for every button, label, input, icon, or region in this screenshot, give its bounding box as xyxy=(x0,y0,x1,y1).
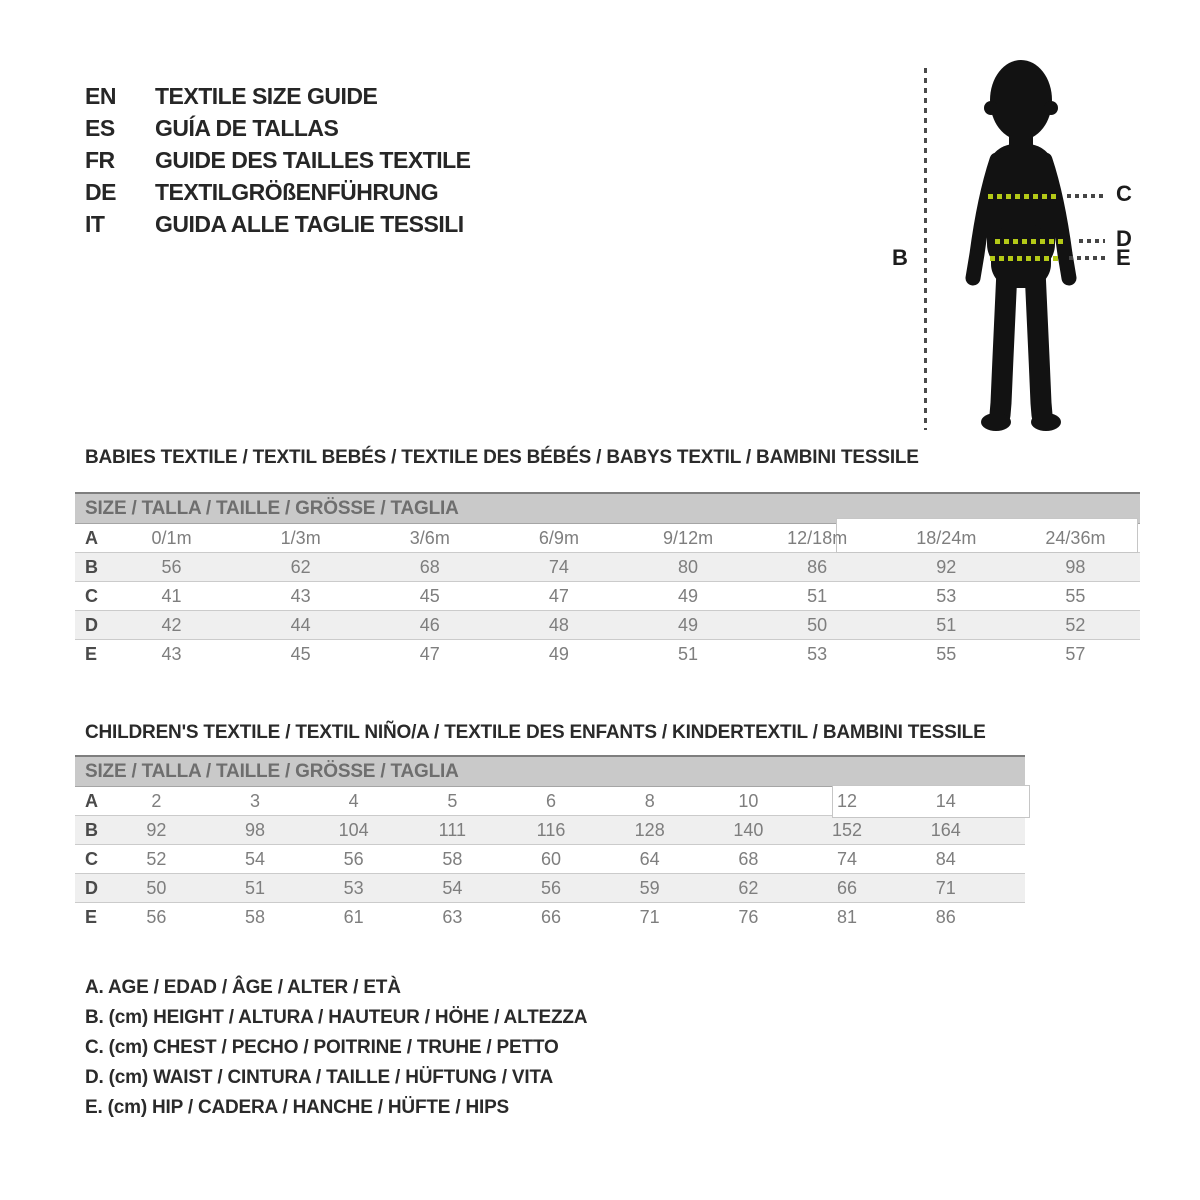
waist-measure-line xyxy=(995,239,1063,244)
chest-label: C xyxy=(1116,181,1132,206)
size-cell: 4 xyxy=(348,791,359,811)
size-cell: 63 xyxy=(442,907,463,927)
hip-measure-line xyxy=(990,256,1060,261)
size-row-B xyxy=(75,816,1025,845)
size-row-C xyxy=(75,582,1140,611)
size-cell: 12 xyxy=(837,791,858,811)
size-cell: 51 xyxy=(807,586,828,606)
lang-row-en xyxy=(85,80,471,112)
size-cell: 84 xyxy=(935,849,956,869)
size-cell: 58 xyxy=(244,907,266,927)
children-size-table xyxy=(75,755,1025,931)
size-cell: 56 xyxy=(541,878,562,898)
size-cell: 49 xyxy=(678,586,699,606)
size-cell: 50 xyxy=(807,615,828,635)
lang-row-de xyxy=(85,176,471,208)
size-cell: 14 xyxy=(935,791,956,811)
size-cell: 111 xyxy=(438,820,467,840)
height-measure-dashed-line xyxy=(924,68,927,430)
row-label: B xyxy=(85,820,98,840)
size-cell: 54 xyxy=(244,849,266,869)
size-header-band: SIZE / TALLA / TAILLE / GRÖSSE / TAGLIA xyxy=(75,494,1140,524)
size-cell: 2 xyxy=(151,791,162,811)
row-label: C xyxy=(85,586,98,606)
size-cell: 49 xyxy=(548,644,569,664)
chest-measure-line xyxy=(988,194,1056,199)
size-cell: 62 xyxy=(290,557,311,577)
size-row-E xyxy=(75,640,1140,668)
size-cell: 104 xyxy=(338,820,369,840)
size-cell: 43 xyxy=(290,586,311,606)
size-cell: 128 xyxy=(634,820,665,840)
legend-hip: E. (cm) HIP / CADERA / HANCHE / HÜFTE / HIPS xyxy=(85,1097,510,1118)
lang-title: GUÍA DE TALLAS xyxy=(155,114,339,141)
size-cell: 164 xyxy=(930,820,961,840)
size-cell: 8 xyxy=(644,791,655,811)
size-cell: 43 xyxy=(161,644,182,664)
size-cell: 68 xyxy=(738,849,759,869)
size-cell: 1/3m xyxy=(280,528,321,548)
row-label: E xyxy=(85,644,98,664)
size-cell: 52 xyxy=(1065,615,1086,635)
row-label: B xyxy=(85,557,98,577)
row-label: A xyxy=(85,791,98,811)
size-cell: 51 xyxy=(936,615,957,635)
size-cell: 0/1m xyxy=(151,528,192,548)
legend-height: B. (cm) HEIGHT / ALTURA / HAUTEUR / HÖHE / ALTEZZA xyxy=(85,1007,588,1028)
size-cell: 53 xyxy=(807,644,828,664)
size-cell: 92 xyxy=(146,820,167,840)
size-cell: 45 xyxy=(419,586,440,606)
lang-row-it xyxy=(85,208,471,240)
size-cell: 68 xyxy=(419,557,440,577)
size-cell: 56 xyxy=(343,849,364,869)
lang-title: TEXTILE SIZE GUIDE xyxy=(155,82,378,109)
language-title-list xyxy=(85,80,471,240)
size-cell: 55 xyxy=(1065,586,1086,606)
row-label: E xyxy=(85,907,98,927)
size-cell: 59 xyxy=(639,878,660,898)
babies-section-title: BABIES TEXTILE / TEXTIL BEBÉS / TEXTILE DES BÉBÉS / BABYS TEXTIL / BAMBINI TESSILE xyxy=(85,447,919,468)
row-label: A xyxy=(85,528,98,548)
size-header-band: SIZE / TALLA / TAILLE / GRÖSSE / TAGLIA xyxy=(75,757,1025,787)
size-cell: 53 xyxy=(343,878,364,898)
size-cell: 57 xyxy=(1065,644,1086,664)
size-cell: 74 xyxy=(837,849,858,869)
size-cell: 54 xyxy=(442,878,463,898)
size-cell: 56 xyxy=(146,907,167,927)
waist-leader-line xyxy=(1079,239,1105,243)
size-row-D xyxy=(75,874,1025,903)
size-cell: 53 xyxy=(936,586,957,606)
size-cell: 71 xyxy=(639,907,660,927)
lang-code: IT xyxy=(85,210,105,237)
lang-row-fr xyxy=(85,144,471,176)
size-cell: 18/24m xyxy=(916,528,977,548)
size-cell: 6 xyxy=(546,791,557,811)
size-cell: 98 xyxy=(244,820,266,840)
size-row-A xyxy=(75,787,1025,816)
size-cell: 52 xyxy=(146,849,167,869)
size-cell: 3 xyxy=(250,791,261,811)
legend-chest: C. (cm) CHEST / PECHO / POITRINE / TRUHE / PETTO xyxy=(85,1037,559,1058)
chest-leader-line xyxy=(1067,194,1105,198)
height-label: B xyxy=(892,245,908,270)
size-cell: 41 xyxy=(161,586,182,606)
child-silhouette xyxy=(945,58,1095,436)
legend-waist: D. (cm) WAIST / CINTURA / TAILLE / HÜFTUNG / VITA xyxy=(85,1067,553,1088)
lang-code: EN xyxy=(85,82,116,109)
row-label: D xyxy=(85,615,98,635)
size-cell: 10 xyxy=(738,791,759,811)
size-cell: 51 xyxy=(678,644,699,664)
size-cell: 61 xyxy=(343,907,364,927)
size-cell: 66 xyxy=(837,878,858,898)
size-cell: 5 xyxy=(447,791,458,811)
lang-code: FR xyxy=(85,146,115,173)
size-cell: 116 xyxy=(536,820,566,840)
size-cell: 98 xyxy=(1065,557,1086,577)
lang-code: DE xyxy=(85,178,116,205)
size-cell: 51 xyxy=(244,878,266,898)
hip-leader-line xyxy=(1069,256,1105,260)
size-cell: 12/18m xyxy=(787,528,848,548)
size-cell: 47 xyxy=(548,586,569,606)
size-cell: 45 xyxy=(290,644,311,664)
size-cell: 48 xyxy=(548,615,569,635)
size-cell: 49 xyxy=(678,615,699,635)
size-row-D xyxy=(75,611,1140,640)
size-cell: 24/36m xyxy=(1045,528,1106,548)
lang-code: ES xyxy=(85,114,115,141)
size-cell: 92 xyxy=(936,557,957,577)
size-cell: 55 xyxy=(936,644,957,664)
waist-label: D xyxy=(1116,226,1132,251)
hip-label: E xyxy=(1116,245,1131,270)
size-cell: 62 xyxy=(738,878,759,898)
size-cell: 9/12m xyxy=(663,528,714,548)
size-cell: 81 xyxy=(837,907,858,927)
size-cell: 6/9m xyxy=(538,528,579,548)
size-cell: 86 xyxy=(807,557,828,577)
size-cell: 64 xyxy=(639,849,660,869)
lang-title: GUIDA ALLE TAGLIE TESSILI xyxy=(155,210,464,237)
legend-age: A. AGE / EDAD / ÂGE / ALTER / ETÀ xyxy=(85,977,401,998)
size-row-E xyxy=(75,903,1025,931)
measurement-legend xyxy=(85,973,587,1123)
lang-title: GUIDE DES TAILLES TEXTILE xyxy=(155,146,471,173)
children-section-title: CHILDREN'S TEXTILE / TEXTIL NIÑO/A / TEXTILE DES ENFANTS / KINDERTEXTIL / BAMBINI TESSILE xyxy=(85,722,986,743)
size-cell: 152 xyxy=(832,820,863,840)
size-cell: 47 xyxy=(419,644,440,664)
size-cell: 74 xyxy=(548,557,569,577)
lang-row-es xyxy=(85,112,471,144)
size-cell: 140 xyxy=(733,820,764,840)
size-cell: 3/6m xyxy=(409,528,450,548)
size-cell: 71 xyxy=(935,878,956,898)
size-cell: 50 xyxy=(146,878,167,898)
size-cell: 80 xyxy=(678,557,699,577)
size-cell: 44 xyxy=(290,615,311,635)
lang-title: TEXTILGRÖßENFÜHRUNG xyxy=(155,178,439,205)
row-label: D xyxy=(85,878,98,898)
size-cell: 42 xyxy=(161,615,182,635)
size-cell: 76 xyxy=(738,907,759,927)
size-cell: 56 xyxy=(161,557,182,577)
size-cell: 66 xyxy=(541,907,562,927)
size-row-A xyxy=(75,524,1140,553)
size-row-C xyxy=(75,845,1025,874)
size-row-B xyxy=(75,553,1140,582)
size-cell: 46 xyxy=(419,615,440,635)
size-cell: 86 xyxy=(935,907,956,927)
size-cell: 58 xyxy=(442,849,463,869)
size-cell: 60 xyxy=(541,849,562,869)
row-label: C xyxy=(85,849,98,869)
